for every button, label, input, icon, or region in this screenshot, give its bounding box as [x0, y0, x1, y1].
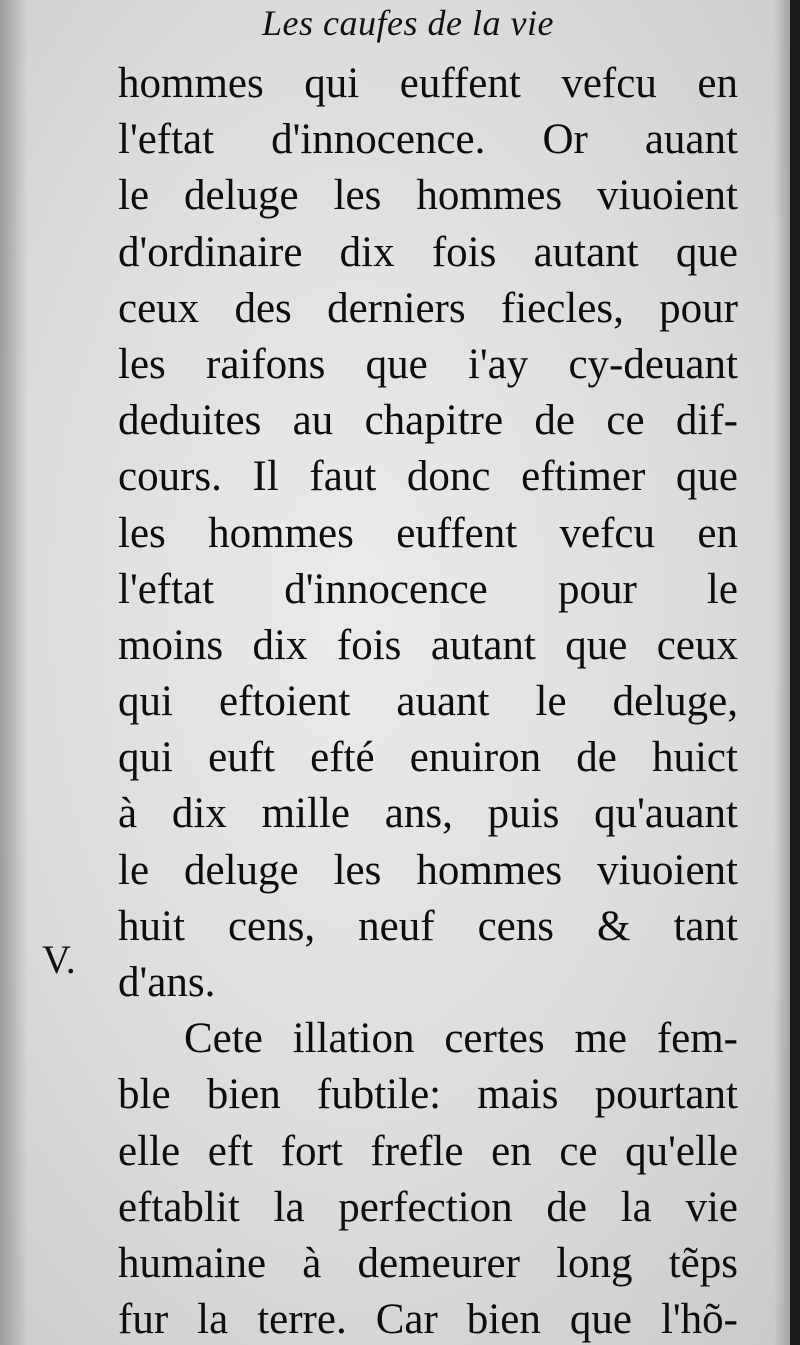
word: qui — [304, 60, 360, 107]
word: moins — [118, 621, 224, 669]
word: que — [675, 453, 738, 501]
text-line — [118, 1180, 738, 1236]
word: mille — [261, 790, 350, 838]
text-line — [118, 1292, 738, 1345]
word: & — [597, 902, 631, 950]
page-edge — [774, 0, 790, 1345]
word: i'ay — [467, 340, 529, 388]
word: fur — [118, 1296, 169, 1344]
word: de — [546, 1183, 587, 1231]
word: d'innocence — [284, 565, 488, 613]
text-line — [118, 674, 738, 730]
word: euffent — [396, 509, 518, 557]
text-line — [118, 337, 738, 393]
word: terre. — [257, 1296, 347, 1344]
word: des — [234, 284, 292, 332]
word: huict — [651, 734, 738, 782]
word: autant — [430, 621, 536, 669]
word: fiecles, — [500, 284, 624, 332]
word: ceux — [118, 284, 200, 332]
word: elle — [118, 1127, 181, 1175]
word: efté — [310, 734, 375, 782]
text-line — [118, 393, 738, 449]
text-line — [118, 730, 738, 786]
word: Cete — [184, 1015, 263, 1063]
word: qui — [118, 734, 173, 782]
word: les — [333, 846, 382, 894]
word: mais — [477, 1071, 559, 1119]
word: au — [292, 397, 334, 445]
word: fois — [336, 621, 402, 669]
word: le — [118, 846, 150, 894]
text-line — [118, 281, 738, 337]
word: d'innocence. — [271, 116, 486, 164]
word: en — [697, 509, 738, 557]
word: chapitre — [364, 397, 504, 445]
word: le — [535, 678, 567, 726]
text-line — [118, 449, 738, 505]
word: Il — [252, 453, 279, 501]
word: ans, — [384, 790, 453, 838]
word: la — [273, 1183, 305, 1231]
word: de — [576, 734, 617, 782]
word: de — [534, 397, 576, 445]
word: pourtant — [594, 1071, 738, 1119]
word: long — [556, 1239, 633, 1287]
body-text — [118, 56, 738, 1345]
word: eftoient — [218, 678, 351, 726]
word: pour — [659, 284, 738, 332]
word: dix — [339, 228, 395, 276]
word: autant — [533, 228, 639, 276]
word: pour — [557, 565, 637, 613]
word: dif- — [675, 397, 738, 445]
word: huit — [118, 902, 185, 950]
word: me — [574, 1015, 627, 1063]
word: que — [365, 340, 428, 388]
word: illation — [292, 1015, 415, 1063]
word: qu'elle — [625, 1127, 738, 1175]
word: Or — [542, 116, 588, 164]
word: demeurer — [357, 1239, 520, 1287]
word: le — [118, 172, 150, 220]
word: ce — [606, 397, 645, 445]
text-line — [118, 1067, 738, 1123]
word: deluge — [184, 172, 299, 220]
word: faut — [309, 453, 377, 501]
word: deduites — [118, 397, 262, 445]
word: raifons — [206, 340, 326, 388]
text-line — [118, 1011, 738, 1067]
word: euffent — [399, 60, 521, 107]
word: eftablit — [118, 1183, 240, 1231]
word: donc — [406, 453, 491, 501]
word: dix — [171, 790, 227, 838]
word: hommes — [416, 846, 563, 894]
word: tant — [673, 902, 738, 950]
word: d'ordinaire — [118, 228, 303, 276]
word: auant — [396, 678, 490, 726]
word: fem- — [656, 1015, 738, 1063]
word: les — [118, 509, 166, 557]
word: ble — [118, 1071, 171, 1119]
word: Car — [375, 1296, 438, 1344]
word: euft — [208, 734, 275, 782]
word: viuoient — [597, 172, 738, 220]
word: enuiron — [409, 734, 542, 782]
text-line — [118, 618, 738, 674]
word: ce — [559, 1127, 598, 1175]
word: eftimer — [521, 453, 646, 501]
text-line — [118, 112, 738, 168]
word: cy-deuant — [568, 340, 738, 388]
word: en — [491, 1127, 532, 1175]
word: bien — [206, 1071, 281, 1119]
text-line — [118, 168, 738, 224]
word: hommes — [416, 172, 563, 220]
word: qui — [118, 678, 173, 726]
word: eft — [207, 1127, 254, 1175]
word: frefle — [370, 1127, 464, 1175]
word: fubtile: — [316, 1071, 442, 1119]
text-line — [118, 56, 738, 112]
word: deluge — [184, 846, 299, 894]
word: fort — [280, 1127, 343, 1175]
word: à — [118, 790, 138, 838]
word: l'hõ- — [660, 1296, 738, 1344]
running-head: Les caufes de la vie — [262, 3, 554, 43]
word: perfection — [338, 1183, 513, 1231]
word: l'eftat — [118, 565, 215, 613]
word: vie — [685, 1183, 738, 1231]
word: l'eftat — [118, 116, 215, 164]
word: hommes — [118, 60, 264, 107]
word: que — [565, 621, 628, 669]
word: vefcu — [559, 509, 656, 557]
word: bien — [466, 1296, 541, 1344]
text-line — [118, 786, 738, 842]
word: neuf — [358, 902, 435, 950]
text-line: d'ans. — [118, 959, 216, 1006]
word: cens, — [227, 902, 316, 950]
word: viuoient — [597, 846, 738, 894]
word: deluge, — [612, 678, 738, 726]
word: en — [697, 60, 738, 107]
word: tẽps — [668, 1239, 738, 1287]
word: la — [197, 1296, 229, 1344]
word: cours. — [118, 453, 222, 501]
word: les — [118, 340, 166, 388]
word: cens — [477, 902, 554, 950]
word: la — [620, 1183, 652, 1231]
word: que — [569, 1296, 632, 1344]
text-line — [118, 562, 738, 618]
word: certes — [444, 1015, 545, 1063]
word: que — [675, 228, 738, 276]
gutter-shadow — [0, 0, 28, 1345]
word: ceux — [656, 621, 738, 669]
word: le — [706, 565, 738, 613]
text-line — [118, 225, 738, 281]
word: auant — [644, 116, 738, 164]
text-line — [118, 1124, 738, 1180]
word: à — [302, 1239, 322, 1287]
text-line — [118, 843, 738, 899]
word: vefcu — [561, 60, 657, 107]
word: humaine — [118, 1239, 267, 1287]
text-line — [118, 506, 738, 562]
word: dix — [252, 621, 308, 669]
word: derniers — [327, 284, 466, 332]
section-marker: V. — [42, 937, 76, 982]
text-line — [118, 1236, 738, 1292]
word: puis — [487, 790, 560, 838]
word: fois — [431, 228, 497, 276]
text-line — [118, 899, 738, 955]
word: qu'auant — [594, 790, 738, 838]
word: les — [333, 172, 382, 220]
word: hommes — [208, 509, 354, 557]
